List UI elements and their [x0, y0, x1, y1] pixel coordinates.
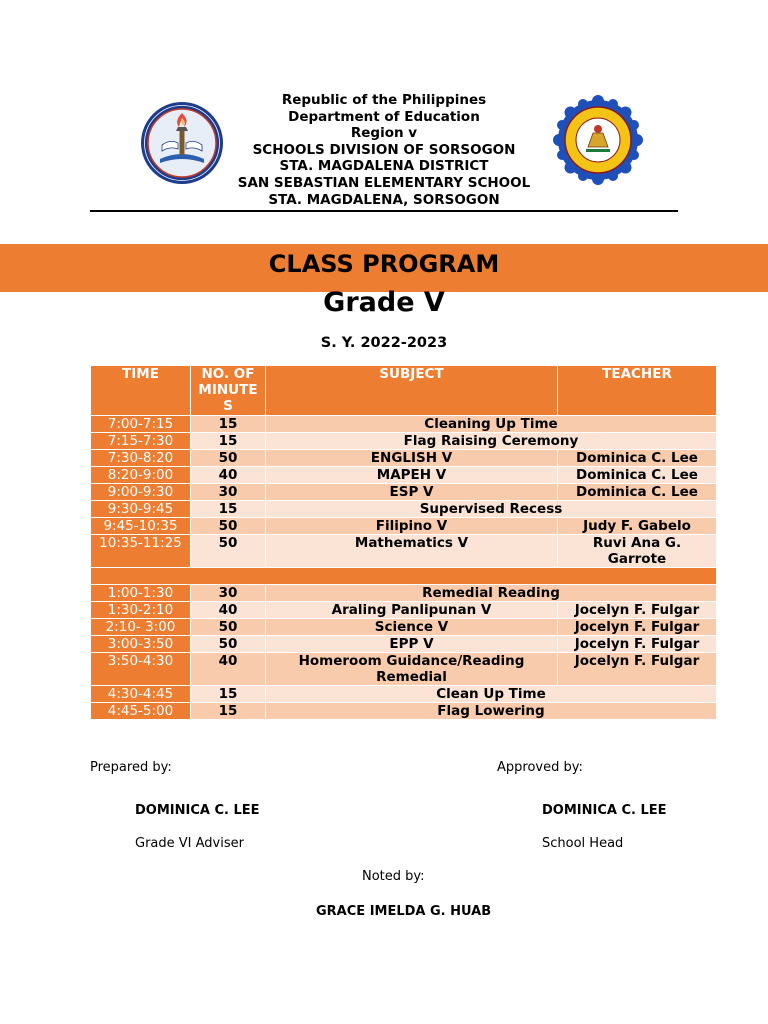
prepared-by-name: DOMINICA C. LEE — [135, 803, 260, 818]
subject-cell: Flag Lowering — [266, 703, 717, 720]
teacher-cell: Jocelyn F. Fulgar — [558, 653, 717, 686]
minutes-cell: 50 — [191, 619, 266, 636]
time-cell: 8:20-9:00 — [91, 467, 191, 484]
header-divider — [90, 210, 678, 212]
minutes-cell: 50 — [191, 518, 266, 535]
teacher-cell: Dominica C. Lee — [558, 450, 717, 467]
lunch-break-row — [91, 568, 717, 585]
prepared-by-label: Prepared by: — [90, 760, 172, 775]
table-row — [91, 416, 717, 433]
table-row — [91, 619, 717, 636]
subject-cell: Flag Raising Ceremony — [266, 433, 717, 450]
table-row — [91, 686, 717, 703]
teacher-cell: Judy F. Gabelo — [558, 518, 717, 535]
header-line-school: SAN SEBASTIAN ELEMENTARY SCHOOL — [237, 174, 531, 191]
header-line-republic: Republic of the Philippines — [281, 92, 487, 108]
table-row — [91, 518, 717, 535]
time-cell: 4:45-5:00 — [91, 703, 191, 720]
subject-cell: Filipino V — [266, 518, 558, 535]
time-cell: 7:15-7:30 — [91, 433, 191, 450]
time-cell: 9:00-9:30 — [91, 484, 191, 501]
subject-cell: ENGLISH V — [266, 450, 558, 467]
approved-by-name: DOMINICA C. LEE — [542, 803, 667, 818]
subject-cell: Araling Panlipunan V — [266, 602, 558, 619]
header-line-division: SCHOOLS DIVISION OF SORSOGON — [252, 141, 516, 158]
table-row — [91, 433, 717, 450]
minutes-cell: 40 — [191, 467, 266, 484]
table-header-row — [91, 366, 717, 416]
time-cell: 9:30-9:45 — [91, 501, 191, 518]
time-cell: 7:30-8:20 — [91, 450, 191, 467]
table-row — [91, 703, 717, 720]
subject-cell: Science V — [266, 619, 558, 636]
subject-cell: MAPEH V — [266, 467, 558, 484]
time-cell: 7:00-7:15 — [91, 416, 191, 433]
subject-cell: Supervised Recess — [266, 501, 717, 518]
minutes-cell: 50 — [191, 535, 266, 568]
header-line-district: STA. MAGDALENA DISTRICT — [279, 158, 489, 175]
header-line-address: STA. MAGDALENA, SORSOGON — [268, 191, 500, 208]
subject-cell: Mathematics V — [266, 535, 558, 568]
column-header-minutes: NO. OF MINUTE S — [191, 366, 266, 416]
subject-cell: Clean Up Time — [266, 686, 717, 703]
table-row — [91, 636, 717, 653]
minutes-cell: 40 — [191, 653, 266, 686]
teacher-cell: Jocelyn F. Fulgar — [558, 619, 717, 636]
time-cell: 3:50-4:30 — [91, 653, 191, 686]
minutes-cell: 15 — [191, 686, 266, 703]
table-row — [91, 484, 717, 501]
subject-cell: Homeroom Guidance/Reading Remedial — [266, 653, 558, 686]
subject-cell: EPP V — [266, 636, 558, 653]
approved-by-label: Approved by: — [497, 760, 583, 775]
table-row — [91, 602, 717, 619]
header-line-region: Region v — [350, 125, 418, 142]
prepared-by-position: Grade VI Adviser — [135, 836, 244, 851]
column-header-subject: SUBJECT — [266, 366, 558, 416]
table-row — [91, 467, 717, 484]
minutes-cell: 30 — [191, 484, 266, 501]
header-line-department: Department of Education — [288, 108, 480, 125]
class-program-table — [90, 365, 717, 720]
subject-cell: Remedial Reading — [266, 585, 717, 602]
time-cell: 4:30-4:45 — [91, 686, 191, 703]
approved-by-position: School Head — [542, 836, 624, 851]
table-row — [91, 653, 717, 686]
teacher-cell: Jocelyn F. Fulgar — [558, 636, 717, 653]
column-header-time: TIME — [91, 366, 191, 416]
table-row — [91, 501, 717, 518]
minutes-cell: 50 — [191, 450, 266, 467]
teacher-cell: Dominica C. Lee — [558, 484, 717, 501]
minutes-cell: 30 — [191, 585, 266, 602]
time-cell: 3:00-3:50 — [91, 636, 191, 653]
subject-cell: Cleaning Up Time — [266, 416, 717, 433]
teacher-cell: Jocelyn F. Fulgar — [558, 602, 717, 619]
time-cell: 10:35-11:25 — [91, 535, 191, 568]
time-cell: 1:00-1:30 — [91, 585, 191, 602]
district-seal-icon — [553, 95, 643, 185]
time-cell: 1:30-2:10 — [91, 602, 191, 619]
minutes-cell: 15 — [191, 703, 266, 720]
minutes-cell: 40 — [191, 602, 266, 619]
teacher-cell: Dominica C. Lee — [558, 467, 717, 484]
time-cell: 2:10- 3:00 — [91, 619, 191, 636]
lunch-break-cell — [91, 568, 717, 585]
minutes-cell: 50 — [191, 636, 266, 653]
noted-by-name: GRACE IMELDA G. HUAB — [316, 904, 492, 919]
grade-heading: Grade V — [323, 287, 445, 318]
deped-seal-icon — [140, 101, 224, 185]
minutes-cell: 15 — [191, 416, 266, 433]
minutes-cell: 15 — [191, 433, 266, 450]
letterhead — [220, 92, 548, 208]
table-row — [91, 450, 717, 467]
teacher-cell: Ruvi Ana G. Garrote — [558, 535, 717, 568]
table-row — [91, 535, 717, 568]
time-cell: 9:45-10:35 — [91, 518, 191, 535]
minutes-cell: 15 — [191, 501, 266, 518]
column-header-teacher: TEACHER — [558, 366, 717, 416]
table-row — [91, 585, 717, 602]
subject-cell: ESP V — [266, 484, 558, 501]
noted-by-label: Noted by: — [362, 869, 425, 884]
school-year: S. Y. 2022-2023 — [320, 335, 448, 351]
page-title: CLASS PROGRAM — [268, 250, 500, 278]
